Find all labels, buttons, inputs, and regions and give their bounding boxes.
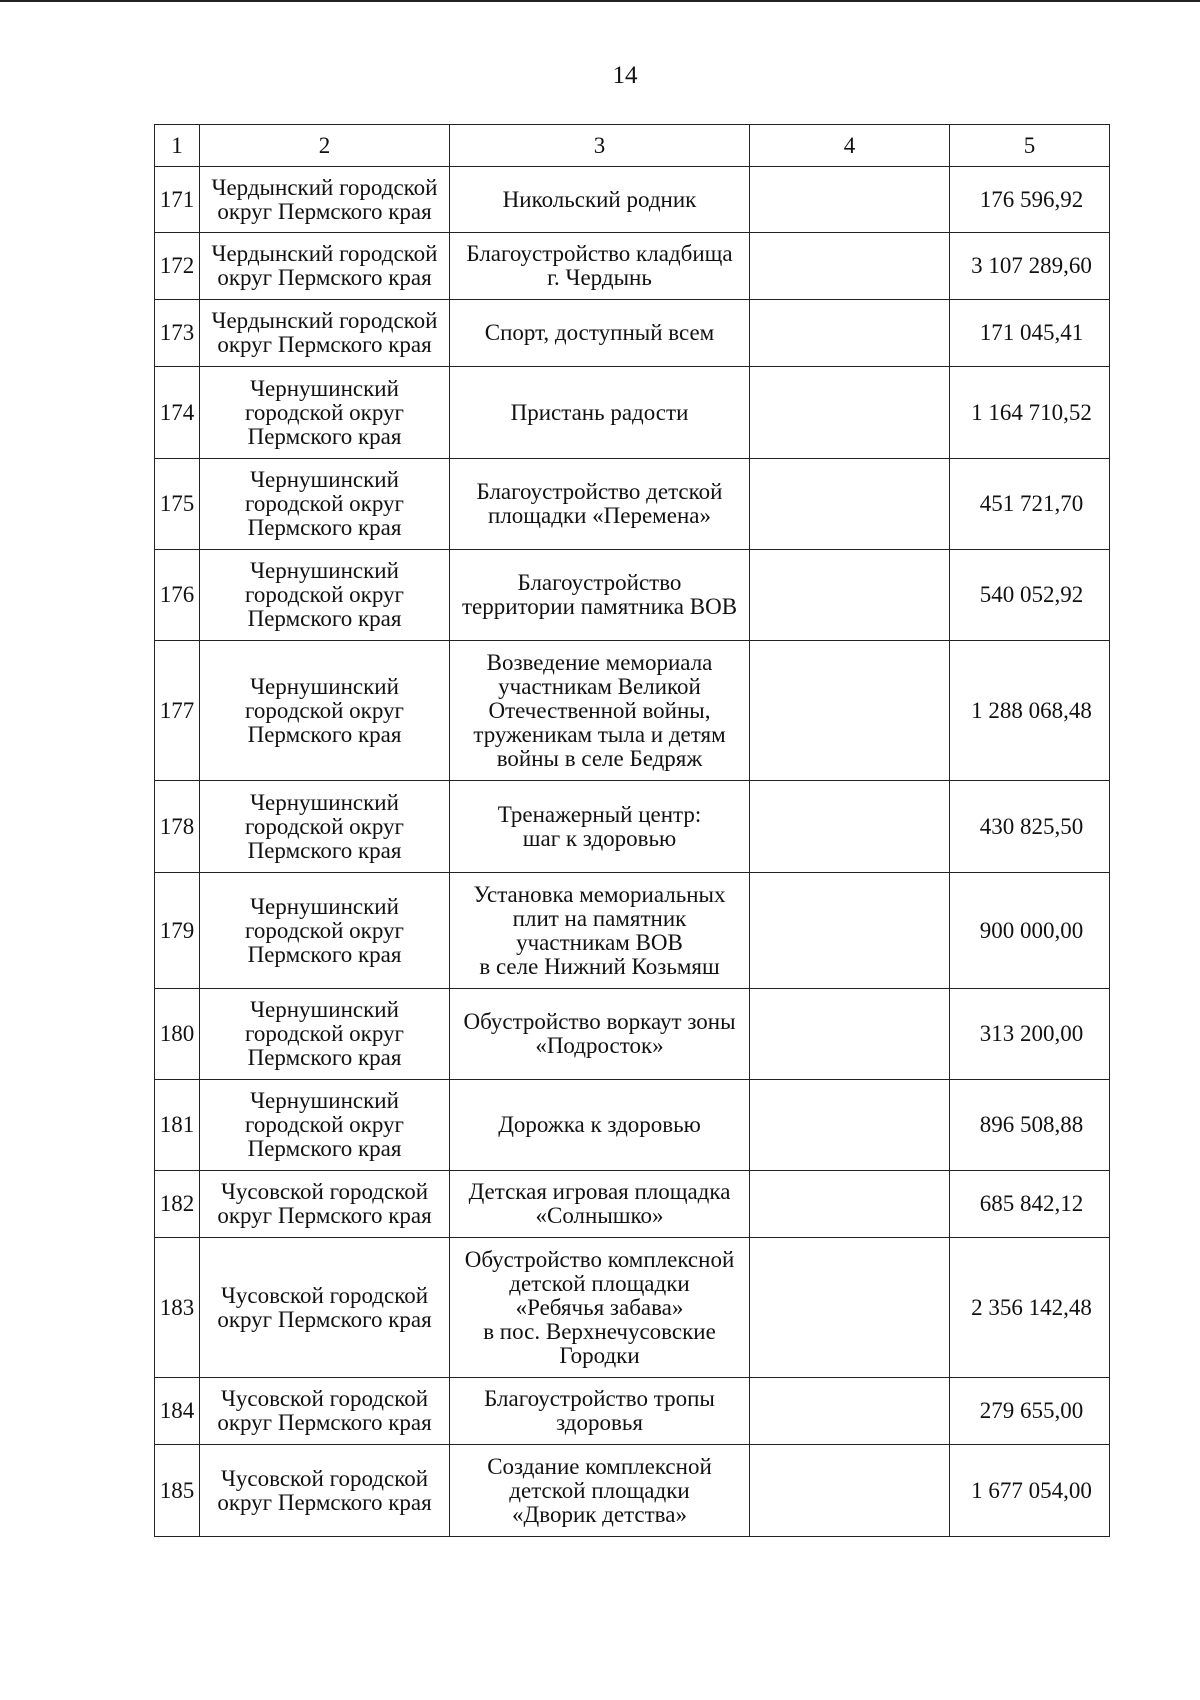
- column-4-cell: [750, 300, 950, 367]
- projects-table-container: [154, 124, 1109, 1537]
- project-cell: [450, 459, 750, 550]
- row-number-cell: [155, 1378, 200, 1445]
- project-cell: [450, 641, 750, 781]
- row-number-cell-text: 182: [159, 1191, 195, 1216]
- district-cell-text: Чернушинский городской округ Пермского края: [245, 1088, 404, 1161]
- amount-cell-text: 279 655,00: [979, 1398, 1084, 1423]
- table-row: [155, 641, 1110, 781]
- district-cell-text: Чусовской городской округ Пермского края: [217, 1282, 432, 1332]
- project-cell: [450, 1080, 750, 1171]
- amount-cell-text: 313 200,00: [979, 1021, 1084, 1046]
- project-cell-text: Создание комплексной детской площадки «Дворик детства»: [487, 1453, 712, 1527]
- district-cell-text: Чернушинский городской округ Пермского края: [245, 789, 404, 863]
- table-row: [155, 167, 1110, 233]
- row-number-cell-text: 181: [159, 1112, 195, 1137]
- district-cell: [200, 167, 450, 233]
- district-cell-text: Чернушинский городской округ Пермского края: [245, 673, 404, 747]
- project-cell-text: Возведение мемориала участникам Великой Отечественной войны, труженикам тыла и детям войны в селе Бедряж: [473, 649, 726, 771]
- district-cell-text: Чусовской городской округ Пермского края: [217, 1465, 432, 1515]
- district-cell: [200, 989, 450, 1080]
- table-row: [155, 1378, 1110, 1445]
- amount-cell-text: 451 721,70: [979, 491, 1084, 516]
- amount-cell: [950, 167, 1110, 233]
- amount-cell: [950, 1238, 1110, 1378]
- row-number-cell-text: 177: [159, 697, 195, 723]
- project-cell-text: Спорт, доступный всем: [484, 320, 715, 345]
- table-row: [155, 300, 1110, 367]
- amount-cell: [950, 781, 1110, 873]
- amount-cell: [950, 550, 1110, 641]
- district-cell-text: Чердынский городской округ Пермского края: [211, 241, 438, 290]
- column-4-cell: [750, 1080, 950, 1171]
- row-number-cell-text: 185: [159, 1477, 195, 1503]
- amount-cell: [950, 233, 1110, 300]
- column-4-cell: [750, 1378, 950, 1445]
- district-cell: [200, 641, 450, 781]
- district-cell: [200, 1171, 450, 1238]
- amount-cell: [950, 873, 1110, 989]
- district-cell-text: Чердынский городской округ Пермского края: [211, 174, 438, 224]
- amount-cell-text: 1 164 710,52: [971, 399, 1092, 425]
- district-cell: [200, 781, 450, 873]
- column-4-cell: [750, 989, 950, 1080]
- row-number-cell: [155, 300, 200, 367]
- district-cell: [200, 1378, 450, 1445]
- district-cell-text: Чердынский городской округ Пермского края: [211, 308, 438, 357]
- row-number-cell-text: 176: [159, 582, 195, 607]
- amount-cell-text: 900 000,00: [979, 917, 1084, 943]
- column-4-cell: [750, 459, 950, 550]
- table-row: [155, 1171, 1110, 1238]
- amount-cell-text: 171 045,41: [979, 320, 1084, 345]
- project-cell-text: Тренажерный центр: шаг к здоровью: [497, 801, 702, 851]
- project-cell-text: Обустройство воркаут зоны «Подросток»: [463, 1009, 736, 1058]
- project-cell: [450, 550, 750, 641]
- row-number-cell-text: 179: [159, 917, 195, 943]
- district-cell: [200, 300, 450, 367]
- column-4-cell: [750, 167, 950, 233]
- district-cell: [200, 459, 450, 550]
- column-4-cell: [750, 1171, 950, 1238]
- amount-cell: [950, 300, 1110, 367]
- header-cell-2: 2: [200, 125, 450, 167]
- row-number-cell-text: 183: [159, 1294, 195, 1320]
- district-cell-text: Чернушинский городской округ Пермского края: [245, 375, 404, 449]
- district-cell: [200, 1080, 450, 1171]
- row-number-cell: [155, 367, 200, 459]
- amount-cell: [950, 1445, 1110, 1537]
- project-cell-text: Никольский родник: [502, 186, 697, 212]
- district-cell: [200, 550, 450, 641]
- project-cell: [450, 1171, 750, 1238]
- table-row: [155, 550, 1110, 641]
- header-cell-5: 5: [950, 125, 1110, 167]
- amount-cell: [950, 989, 1110, 1080]
- amount-cell-text: 685 842,12: [979, 1191, 1084, 1216]
- amount-cell-text: 1 288 068,48: [971, 697, 1092, 723]
- column-4-cell: [750, 873, 950, 989]
- column-4-cell: [750, 367, 950, 459]
- row-number-cell: [155, 550, 200, 641]
- row-number-cell: [155, 873, 200, 989]
- table-row: [155, 873, 1110, 989]
- column-4-cell: [750, 550, 950, 641]
- project-cell: [450, 167, 750, 233]
- district-cell: [200, 367, 450, 459]
- header-cell-4: 4: [750, 125, 950, 167]
- project-cell: [450, 233, 750, 300]
- row-number-cell: [155, 781, 200, 873]
- project-cell-text: Благоустройство кладбища г. Чердынь: [466, 241, 733, 290]
- amount-cell: [950, 1171, 1110, 1238]
- table-row: [155, 781, 1110, 873]
- header-cell-3: 3: [450, 125, 750, 167]
- amount-cell-text: 2 356 142,48: [971, 1294, 1092, 1320]
- row-number-cell-text: 173: [159, 320, 195, 345]
- project-cell-text: Пристань радости: [510, 399, 689, 425]
- column-4-cell: [750, 233, 950, 300]
- table-row: [155, 459, 1110, 550]
- row-number-cell: [155, 1445, 200, 1537]
- row-number-cell-text: 180: [159, 1021, 195, 1046]
- row-number-cell-text: 184: [159, 1398, 195, 1423]
- row-number-cell: [155, 1080, 200, 1171]
- district-cell-text: Чернушинский городской округ Пермского края: [245, 558, 404, 631]
- page-number: 14: [612, 62, 638, 89]
- project-cell: [450, 367, 750, 459]
- row-number-cell: [155, 167, 200, 233]
- projects-table: [154, 124, 1110, 1537]
- amount-cell-text: 1 677 054,00: [971, 1477, 1092, 1503]
- amount-cell: [950, 1378, 1110, 1445]
- column-4-cell: [750, 641, 950, 781]
- district-cell: [200, 1238, 450, 1378]
- project-cell-text: Благоустройство территории памятника ВОВ: [461, 570, 738, 619]
- top-border-line: [0, 0, 1200, 2]
- row-number-cell-text: 175: [159, 491, 195, 516]
- table-row: [155, 1445, 1110, 1537]
- amount-cell-text: 896 508,88: [979, 1112, 1084, 1137]
- row-number-cell-text: 172: [159, 253, 195, 278]
- row-number-cell: [155, 989, 200, 1080]
- district-cell-text: Чернушинский городской округ Пермского края: [245, 893, 404, 967]
- row-number-cell: [155, 459, 200, 550]
- project-cell: [450, 300, 750, 367]
- amount-cell-text: 3 107 289,60: [971, 253, 1092, 278]
- column-4-cell: [750, 1445, 950, 1537]
- project-cell: [450, 1238, 750, 1378]
- row-number-cell: [155, 1238, 200, 1378]
- project-cell: [450, 873, 750, 989]
- project-cell: [450, 989, 750, 1080]
- project-cell: [450, 1445, 750, 1537]
- row-number-cell: [155, 1171, 200, 1238]
- amount-cell-text: 176 596,92: [979, 186, 1084, 212]
- district-cell-text: Чернушинский городской округ Пермского края: [245, 467, 404, 540]
- amount-cell-text: 540 052,92: [979, 582, 1084, 607]
- amount-cell: [950, 367, 1110, 459]
- project-cell-text: Обустройство комплексной детской площадки «Ребячья забава» в пос. Верхнечусовские Городки: [464, 1246, 735, 1368]
- project-cell-text: Благоустройство детской площадки «Перемена»: [476, 479, 723, 528]
- column-4-cell: [750, 781, 950, 873]
- table-row: [155, 233, 1110, 300]
- district-cell-text: Чернушинский городской округ Пермского края: [245, 997, 404, 1070]
- project-cell-text: Благоустройство тропы здоровья: [484, 1386, 715, 1435]
- table-row: [155, 989, 1110, 1080]
- district-cell: [200, 873, 450, 989]
- amount-cell: [950, 641, 1110, 781]
- table-row: [155, 1080, 1110, 1171]
- project-cell-text: Установка мемориальных плит на памятник участникам ВОВ в селе Нижний Козьмяш: [473, 881, 726, 979]
- header-cell-1: 1: [155, 125, 200, 167]
- row-number-cell: [155, 641, 200, 781]
- row-number-cell-text: 171: [159, 186, 195, 212]
- amount-cell-text: 430 825,50: [979, 813, 1084, 839]
- district-cell-text: Чусовской городской округ Пермского края: [217, 1179, 432, 1228]
- district-cell-text: Чусовской городской округ Пермского края: [217, 1386, 432, 1435]
- row-number-cell: [155, 233, 200, 300]
- row-number-cell-text: 174: [159, 399, 195, 425]
- column-4-cell: [750, 1238, 950, 1378]
- project-cell-text: Детская игровая площадка «Солнышко»: [468, 1179, 731, 1228]
- row-number-cell-text: 178: [159, 813, 195, 839]
- project-cell-text: Дорожка к здоровью: [498, 1112, 701, 1137]
- project-cell: [450, 781, 750, 873]
- district-cell: [200, 233, 450, 300]
- table-row: [155, 1238, 1110, 1378]
- amount-cell: [950, 459, 1110, 550]
- amount-cell: [950, 1080, 1110, 1171]
- table-row: [155, 367, 1110, 459]
- table-header-row: [155, 125, 1110, 167]
- project-cell: [450, 1378, 750, 1445]
- district-cell: [200, 1445, 450, 1537]
